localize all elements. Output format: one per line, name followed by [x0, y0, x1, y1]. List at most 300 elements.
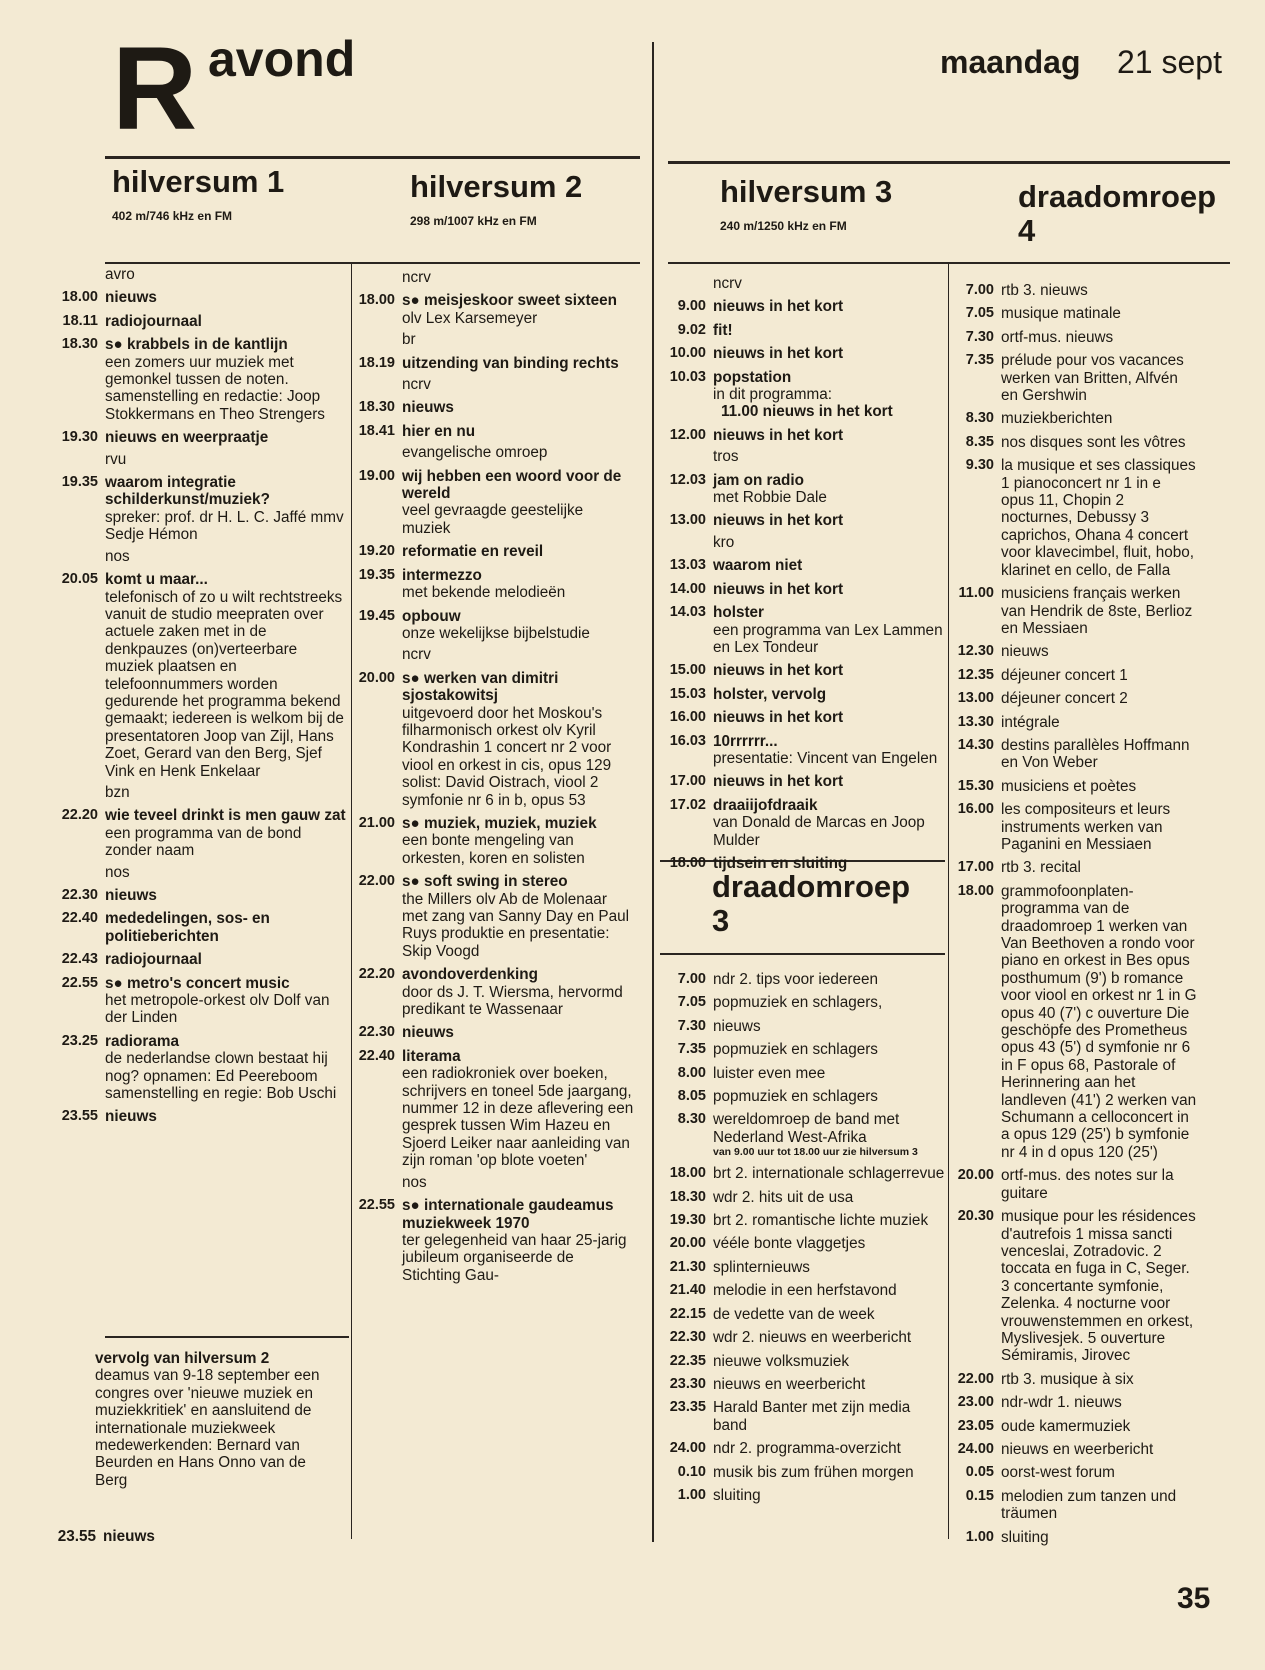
program-title: nieuws in het kort — [713, 345, 844, 363]
program-title: nieuws in het kort — [713, 773, 844, 791]
program-text: popmuziek en schlagers — [713, 1041, 878, 1059]
program-row — [48, 887, 348, 904]
program-body — [994, 305, 1198, 322]
program-row — [950, 585, 1198, 637]
program-time: 18.00 — [957, 882, 994, 899]
program-time: 21.00 — [358, 814, 395, 831]
logo-letter: R — [112, 23, 195, 155]
station-frequency: 298 m/1007 kHz en FM — [410, 214, 537, 228]
program-time: 18.00 — [358, 292, 395, 309]
program-row — [662, 797, 947, 849]
date-label: 21 sept — [1117, 44, 1222, 80]
broadcaster-name: ncrv — [713, 275, 742, 292]
spacer — [345, 269, 395, 286]
program-row — [345, 966, 635, 1018]
program-title: nieuws en weerpraatje — [105, 429, 269, 447]
broadcaster-label — [48, 451, 348, 468]
program-title: 10rrrrrr... — [713, 732, 778, 750]
program-text: nieuws — [1001, 643, 1049, 661]
program-text: wereldomroep de band met Nederland West-Afrika — [713, 1111, 900, 1146]
program-time: 20.00 — [669, 1235, 706, 1252]
program-body — [706, 604, 947, 656]
program-time: 22.00 — [358, 873, 395, 890]
program-row — [662, 1189, 947, 1206]
program-description: spreker: prof. dr H. L. C. Jaffé mmv Sedje Hémon — [105, 508, 344, 544]
program-title: s● meisjeskoor sweet sixteen — [402, 292, 618, 310]
program-row — [950, 457, 1198, 579]
program-description: met bekende melodieën — [402, 584, 566, 602]
program-row — [662, 1376, 947, 1393]
program-row — [662, 1306, 947, 1323]
program-row — [48, 336, 348, 423]
program-body — [994, 410, 1198, 427]
program-description: een programma van de bond zonder naam — [105, 824, 302, 860]
program-body — [994, 1371, 1198, 1388]
program-time: 20.05 — [61, 571, 98, 588]
broadcaster-name: nos — [402, 1173, 427, 1191]
program-row — [345, 543, 635, 560]
program-description: van Donald de Marcas en Joop Mulder — [713, 814, 925, 849]
program-row — [950, 778, 1198, 795]
program-description: veel gevraagde geestelijke muziek — [402, 502, 584, 537]
program-row — [345, 355, 635, 372]
program-row — [345, 670, 635, 809]
program-title: s● internationale gaudeamus muziekweek 1970 — [402, 1197, 614, 1232]
program-time: 7.00 — [965, 282, 994, 298]
spacer — [662, 448, 706, 465]
program-body — [994, 778, 1198, 795]
program-body — [395, 608, 635, 643]
program-body — [706, 1329, 947, 1346]
program-time: 21.40 — [669, 1282, 706, 1299]
program-row — [345, 423, 635, 440]
program-time: 19.35 — [358, 566, 395, 583]
schedule-hilversum-1 — [48, 262, 348, 1126]
program-description: telefonisch of zo u wilt rechtstreeks vanuit de studio meepraten over actuele zaken met in de denkpauzes (on)verteerbare muziek plaatsen en telefoonnummers worden gedurende het programma bekend gemaakt; iedereen is welkom bij de presentatoren Joop van Zijl, Hans Zoet, Gerard van den Berg, Sjef Vink en Henk Enkelaar — [105, 588, 344, 780]
broadcaster-name: rvu — [105, 450, 127, 468]
program-body — [706, 1189, 947, 1206]
program-text: ndr 2. programma-overzicht — [713, 1440, 901, 1458]
program-time: 19.20 — [358, 543, 395, 560]
program-row — [662, 1088, 947, 1105]
program-row — [662, 1353, 947, 1370]
program-row — [662, 686, 947, 703]
program-body — [395, 966, 635, 1018]
broadcaster-label — [345, 444, 635, 461]
vervolg-text: deamus van 9-18 september een congres over 'nieuwe muziek en muziekkritiek' en aansluitend de internationale muziekweek medewerkenden: Bernard van Beurden en Hans Onno van de Berg — [95, 1367, 320, 1489]
program-row — [950, 1488, 1198, 1523]
program-body — [706, 1440, 947, 1457]
station-header-h2 — [410, 170, 582, 228]
vervolg-final-row — [46, 1528, 326, 1545]
program-row — [48, 313, 348, 330]
program-body — [98, 807, 348, 859]
program-row — [950, 329, 1198, 346]
rule-vervolg — [105, 1336, 349, 1338]
program-time: 22.35 — [669, 1352, 706, 1369]
rule-left-top — [105, 156, 640, 159]
program-row — [662, 472, 947, 507]
program-time: 8.05 — [677, 1088, 706, 1105]
program-body — [706, 322, 947, 339]
broadcaster-label — [345, 1174, 635, 1191]
broadcaster-name: ncrv — [402, 269, 431, 286]
program-row — [950, 352, 1198, 404]
program-time: 13.00 — [669, 512, 706, 529]
program-body — [994, 352, 1198, 404]
station-number: 4 — [1018, 213, 1036, 248]
program-text: la musique et ses classiques 1 pianoconcert nr 1 in e opus 11, Chopin 2 nocturnes, Debussy 3 caprichos, Ohana 4 concert voor klavecimbel, fluit, hobo, klarinet en cello, de Falla — [1001, 457, 1196, 579]
station-frequency: 402 m/746 kHz en FM — [112, 209, 233, 223]
program-body — [98, 336, 348, 423]
program-row — [662, 1399, 947, 1434]
program-time: 0.10 — [677, 1463, 706, 1480]
program-time: 14.00 — [669, 580, 706, 597]
program-row — [48, 474, 348, 544]
program-time: 13.00 — [957, 690, 994, 707]
broadcaster-label — [48, 784, 348, 801]
program-row — [950, 643, 1198, 660]
program-description: uitgevoerd door het Moskou's filharmonisch orkest olv Kyril Kondrashin 1 concert nr 2 voor viool en orkest in cis, opus 129 solist: David Oistrach, viool 2 symfonie nr 6 in b, opus 53 — [402, 704, 612, 809]
program-body — [706, 427, 947, 444]
program-row — [345, 567, 635, 602]
broadcaster-name: br — [402, 331, 416, 349]
program-text: rtb 3. nieuws — [1001, 282, 1088, 299]
broadcaster-name: tros — [713, 448, 739, 466]
program-time: 20.30 — [957, 1208, 994, 1225]
program-row — [48, 429, 348, 446]
program-time: 18.00 — [61, 289, 98, 306]
program-description: een bonte mengeling van orkesten, koren en solisten — [402, 832, 585, 867]
program-time: 17.00 — [957, 859, 994, 876]
broadcaster-name: bzn — [105, 783, 130, 801]
program-body — [706, 855, 947, 872]
program-title: popstation — [713, 368, 792, 386]
program-time: 16.00 — [957, 801, 994, 818]
program-time: 22.30 — [61, 887, 98, 903]
program-row — [662, 1464, 947, 1481]
program-body — [706, 512, 947, 529]
program-time: 20.00 — [358, 669, 395, 686]
program-time: 22.15 — [669, 1305, 706, 1322]
program-body — [706, 1306, 947, 1323]
spacer — [345, 646, 395, 663]
program-time: 19.30 — [61, 429, 98, 446]
program-row — [662, 1440, 947, 1457]
program-time: 16.00 — [669, 709, 706, 726]
program-row — [48, 571, 348, 780]
program-body — [994, 667, 1198, 684]
program-text: musique pour les résidences d'autrefois 1 missa sancti venceslai, Zotradovic. 2 toccata en fuga in C, Seger. 3 concertante symfonie, Zelenka. 4 nocturne voor vrouwenstemmen en orkest, Myslivesjek. 5 ouverture Sémiramis, Jirovec — [1001, 1208, 1196, 1365]
program-row — [662, 1018, 947, 1035]
program-title: nieuws in het kort — [713, 580, 844, 598]
program-time: 21.30 — [669, 1258, 706, 1275]
program-note: van 9.00 uur tot 18.00 uur zie hilversum 3 — [713, 1146, 918, 1159]
broadcaster-label — [48, 864, 348, 881]
spacer — [48, 266, 98, 283]
program-body — [994, 1167, 1198, 1202]
program-text: ndr 2. tips voor iedereen — [713, 971, 878, 988]
program-title: hier en nu — [402, 422, 476, 440]
program-text: déjeuner concert 2 — [1001, 690, 1128, 708]
spacer — [48, 864, 98, 881]
program-title: draaiijofdraaik — [713, 796, 818, 814]
program-row — [662, 855, 947, 872]
program-time: 7.05 — [677, 994, 706, 1011]
program-time: 8.30 — [677, 1111, 706, 1128]
broadcaster-label — [48, 548, 348, 565]
program-title: mededelingen, sos- en politieberichten — [105, 910, 270, 945]
station-header-d4 — [1018, 180, 1216, 248]
program-title: radiorama — [105, 1032, 179, 1050]
program-text: grammofoonplaten-programma van de draadomroep 1 werken van Van Beethoven a rondo voor piano en orkest in Bes opus posthumum (9') b romance voor viool en orkest nr 1 in G opus 40 (7') c ouverture Die geschöpfe des Prometheus opus 43 (5') d symfonie nr 6 in F opus 68, Pastorale of Herinnering aan het landleven (41') 2 werken van Schumann a celloconcert in a opus 129 (25') b symfonie nr 4 in d opus 120 (25') — [1001, 882, 1197, 1161]
program-text: rtb 3. recital — [1001, 859, 1081, 877]
program-body — [395, 399, 635, 416]
program-body — [706, 1235, 947, 1252]
program-title: s● metro's concert music — [105, 974, 290, 992]
station-name: draadomroep — [1018, 179, 1217, 214]
program-time: 22.30 — [669, 1329, 706, 1346]
program-body — [706, 298, 947, 315]
schedule-draadomroep-3 — [662, 965, 947, 1504]
program-extra: 11.00 nieuws in het kort — [721, 403, 893, 421]
program-row — [950, 305, 1198, 322]
program-title: fit! — [713, 321, 733, 339]
program-title: literama — [402, 1047, 461, 1065]
program-text: Harald Banter met zijn media band — [713, 1399, 911, 1434]
broadcaster-label — [662, 448, 947, 465]
vervolg-box — [95, 1350, 335, 1489]
program-body — [98, 571, 348, 780]
spacer — [345, 331, 395, 348]
program-body — [706, 1464, 947, 1481]
rule-right-top — [668, 161, 1230, 164]
spacer — [662, 275, 706, 292]
program-body — [994, 859, 1198, 876]
program-row — [662, 322, 947, 339]
program-row — [950, 667, 1198, 684]
program-row — [345, 815, 635, 867]
program-body — [994, 883, 1198, 1162]
divider-h3-d4 — [948, 264, 949, 1539]
program-body — [994, 1418, 1198, 1435]
program-time: 0.15 — [965, 1487, 994, 1504]
program-time: 14.03 — [669, 604, 706, 621]
spacer — [345, 376, 395, 393]
program-description: een radiokroniek over boeken, schrijvers en toneel 5de jaargang, nummer 12 in deze aflevering een gesprek tussen Wim Hazeu en Sjoerd Leiker naar aanleiding van zijn roman 'op blote voeten' — [402, 1065, 634, 1170]
program-description: de nederlandse clown bestaat hij nog? opnamen: Ed Peereboom samenstelling en regie: Bob Uschi — [105, 1050, 337, 1103]
program-body — [994, 1394, 1198, 1411]
program-title: komt u maar... — [105, 571, 208, 589]
program-body — [706, 1212, 947, 1229]
program-text: popmuziek en schlagers — [713, 1088, 878, 1106]
program-title: nieuws in het kort — [713, 512, 844, 530]
program-title: wij hebben een woord voor de wereld — [402, 467, 622, 503]
section-title: avond — [208, 31, 356, 87]
program-row — [48, 1108, 348, 1125]
program-row — [950, 1371, 1198, 1388]
program-body — [994, 457, 1198, 579]
program-text: oorst-west forum — [1001, 1464, 1115, 1482]
program-row — [662, 581, 947, 598]
program-time: 7.30 — [965, 328, 994, 345]
program-time: 15.00 — [669, 662, 706, 679]
program-body — [706, 773, 947, 790]
program-body — [706, 797, 947, 849]
program-time: 7.35 — [677, 1041, 706, 1058]
program-text: les compositeurs et leurs instruments werken van Paganini en Messiaen — [1001, 801, 1171, 853]
program-body — [395, 815, 635, 867]
program-time: 12.03 — [669, 471, 706, 488]
program-row — [662, 733, 947, 768]
rule-d3-bottom — [660, 953, 945, 955]
program-time: 13.30 — [957, 713, 994, 730]
program-row — [950, 1418, 1198, 1435]
program-row — [662, 557, 947, 574]
program-body — [395, 423, 635, 440]
program-row — [950, 410, 1198, 427]
broadcaster-label — [662, 275, 947, 292]
program-title: avondoverdenking — [402, 966, 538, 984]
program-body — [706, 1259, 947, 1276]
program-title: waarom integratie schilderkunst/muziek? — [105, 474, 270, 509]
program-body — [98, 313, 348, 330]
program-title: s● krabbels in de kantlijn — [105, 336, 288, 354]
program-row — [662, 1329, 947, 1346]
center-divider — [652, 42, 654, 1542]
program-row — [950, 1167, 1198, 1202]
program-body — [706, 1282, 947, 1299]
program-text: nos disques sont les vôtres — [1001, 433, 1186, 451]
program-body — [994, 801, 1198, 853]
program-body — [98, 910, 348, 945]
spacer — [345, 1174, 395, 1191]
program-text: popmuziek en schlagers, — [713, 994, 883, 1012]
program-text: wdr 2. hits uit de usa — [713, 1188, 854, 1206]
program-body — [706, 1088, 947, 1105]
schedule-draadomroep-4 — [950, 276, 1198, 1546]
program-time: 11.00 — [958, 585, 994, 602]
program-time: 10.03 — [669, 368, 706, 385]
program-body — [994, 737, 1198, 772]
spacer — [662, 534, 706, 551]
program-text: wdr 2. nieuws en weerbericht — [713, 1329, 912, 1347]
program-text: luister even mee — [713, 1064, 826, 1082]
program-row — [345, 1024, 635, 1041]
program-row — [345, 608, 635, 643]
program-text: déjeuner concert 1 — [1001, 666, 1128, 684]
program-row — [950, 1394, 1198, 1411]
program-row — [950, 1208, 1198, 1365]
program-title: nieuws — [402, 399, 454, 417]
program-text: ortf-mus. nieuws — [1001, 328, 1114, 346]
program-row — [950, 801, 1198, 853]
program-row — [48, 807, 348, 859]
broadcaster-label — [662, 534, 947, 551]
program-row — [950, 737, 1198, 772]
program-row — [662, 1111, 947, 1159]
program-text: nieuws — [713, 1017, 761, 1035]
program-row — [662, 971, 947, 988]
program-row — [950, 714, 1198, 731]
program-time: 18.30 — [669, 1188, 706, 1205]
program-time: 22.40 — [61, 910, 98, 927]
broadcaster-label — [48, 266, 348, 283]
program-body — [395, 468, 635, 538]
program-time: 18.00 — [669, 1165, 706, 1182]
program-time: 18.30 — [61, 336, 98, 353]
program-time: 24.00 — [669, 1440, 706, 1457]
program-time: 23.25 — [61, 1032, 98, 1049]
program-body — [706, 971, 947, 988]
vervolg-title: vervolg van hilversum 2 — [95, 1350, 270, 1367]
program-title: tijdsein en sluiting — [713, 854, 848, 872]
program-time: 10.00 — [669, 345, 706, 362]
program-body — [706, 1399, 947, 1434]
station-name: draadomroep — [712, 869, 911, 904]
program-time: 7.35 — [965, 352, 994, 369]
program-row — [662, 1282, 947, 1299]
program-body — [706, 1376, 947, 1393]
program-body — [706, 1041, 947, 1058]
program-body — [395, 567, 635, 602]
program-time: 8.30 — [965, 410, 994, 427]
program-row — [662, 604, 947, 656]
program-title: reformatie en reveil — [402, 543, 544, 561]
program-text: nieuws en weerbericht — [1001, 1440, 1154, 1458]
program-time: 18.30 — [358, 399, 395, 416]
program-text: sluiting — [1001, 1528, 1049, 1546]
program-text: musik bis zum frühen morgen — [713, 1463, 914, 1481]
program-text: oude kamermuziek — [1001, 1417, 1131, 1435]
program-time: 12.30 — [957, 643, 994, 660]
program-time: 12.35 — [957, 666, 994, 683]
program-time: 22.20 — [358, 966, 395, 983]
program-description: presentatie: Vincent van Engelen — [713, 749, 938, 767]
program-text: musiciens et poètes — [1001, 777, 1137, 795]
program-body — [994, 690, 1198, 707]
program-body — [994, 1208, 1198, 1365]
program-description: door ds J. T. Wiersma, hervormd predikant te Wassenaar — [402, 983, 623, 1019]
program-description: in dit programma: — [713, 386, 833, 404]
program-body — [395, 355, 635, 372]
program-description: onze wekelijkse bijbelstudie — [402, 624, 590, 642]
program-body — [994, 1441, 1198, 1458]
program-body — [98, 474, 348, 544]
broadcaster-name: avro — [105, 266, 135, 283]
program-body — [98, 289, 348, 306]
program-title: s● soft swing in stereo — [402, 873, 568, 891]
program-body — [706, 1353, 947, 1370]
program-body — [706, 662, 947, 679]
program-time: 13.03 — [669, 557, 706, 574]
program-body — [706, 686, 947, 703]
program-row — [345, 468, 635, 538]
program-time: 20.00 — [957, 1167, 994, 1184]
program-description: olv Lex Karsemeyer — [402, 309, 538, 327]
program-description: the Millers olv Ab de Molenaar met zang van Sanny Day en Paul Ruys produktie en presentatie: Skip Voogd — [402, 890, 630, 960]
station-name: hilversum 2 — [410, 169, 583, 204]
broadcaster-name: nos — [105, 863, 130, 881]
program-title: nieuws — [105, 1108, 157, 1126]
program-row — [48, 951, 348, 968]
program-body — [395, 873, 635, 960]
program-row — [950, 1464, 1198, 1481]
program-time: 24.00 — [957, 1440, 994, 1457]
program-text: sluiting — [713, 1486, 761, 1504]
program-description: een zomers uur muziek met gemonkel tussen de noten. samenstelling en redactie: Joop Stokkermans en Theo Strengers — [105, 353, 325, 423]
program-time: 1.00 — [965, 1528, 994, 1545]
